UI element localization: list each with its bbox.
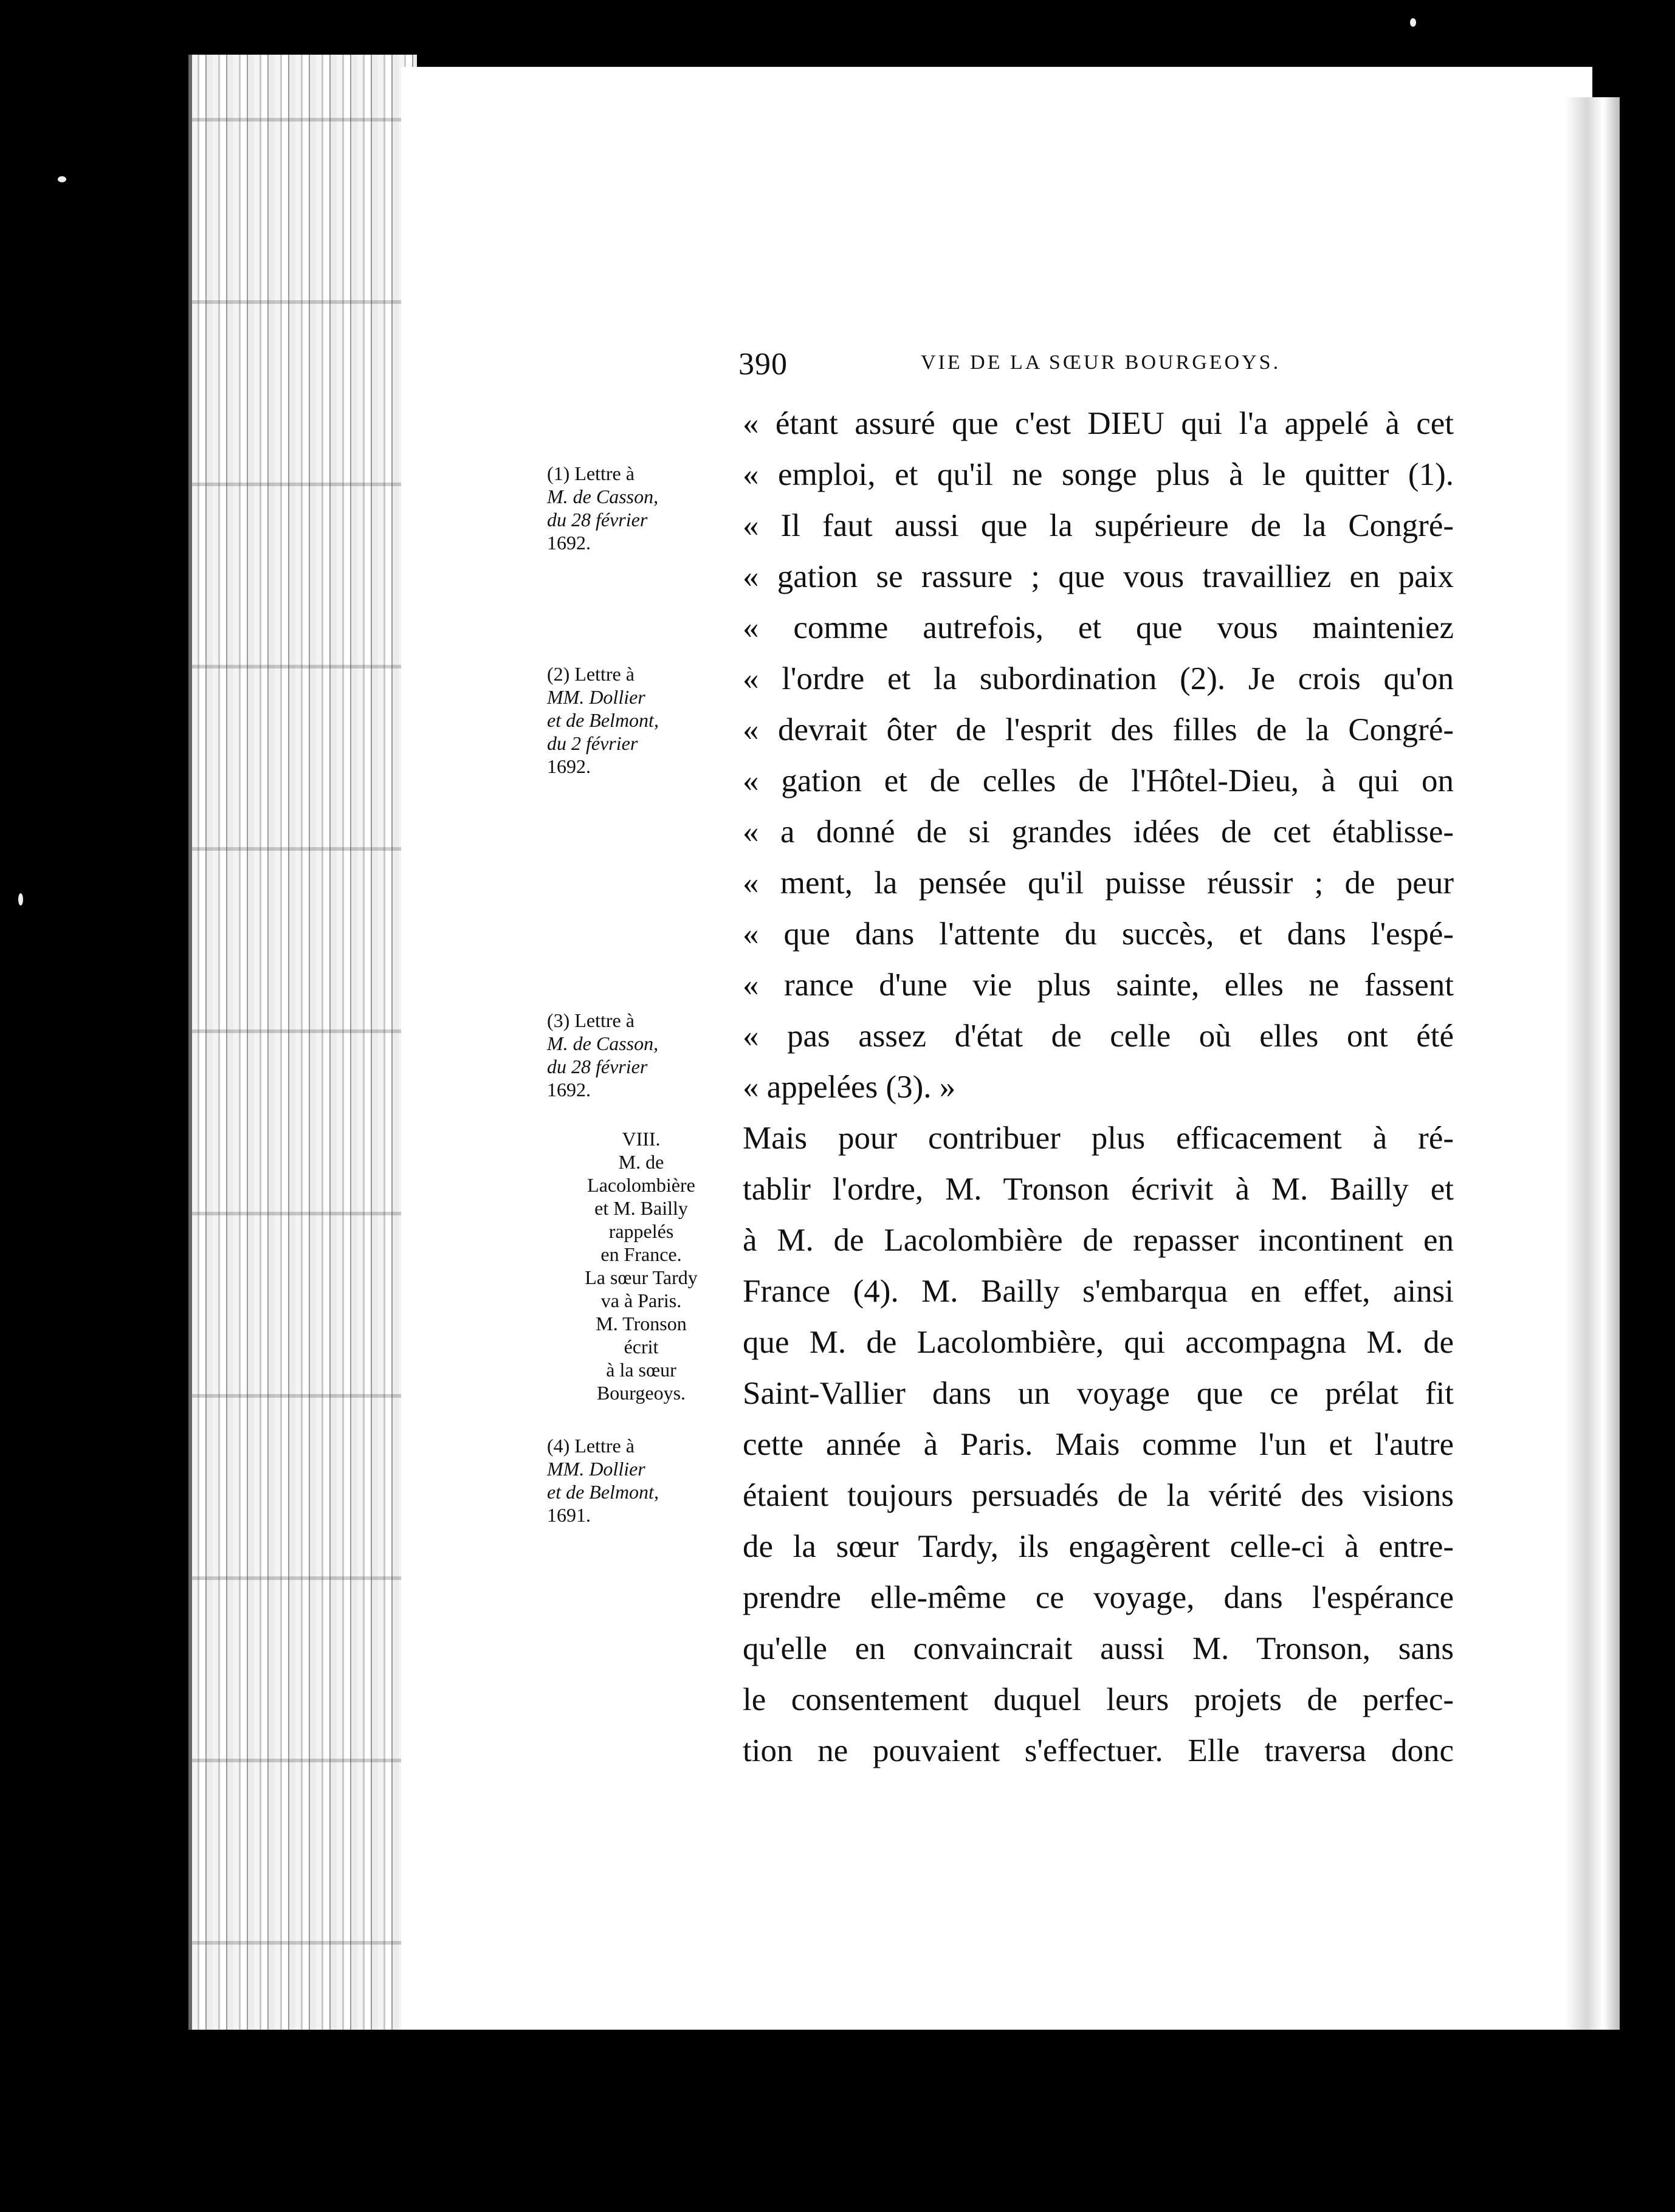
text-line: à M. de Lacolombière de repasser incontinent en (743, 1223, 1454, 1258)
text-line: cette année à Paris. Mais comme l'un et l'autre (743, 1427, 1454, 1462)
note-line: à la sœur (606, 1359, 676, 1381)
text-line: le consentement duquel leurs projets de perfec- (743, 1682, 1454, 1717)
text-line: « ment, la pensée qu'il puisse réussir ; de peur (743, 865, 1454, 901)
note-line: M. de Casson, (547, 486, 659, 507)
book-gutter (1565, 97, 1620, 2030)
text-line: Mais pour contribuer plus efficacement à ré- (743, 1121, 1454, 1156)
note-line: (4) Lettre à (547, 1435, 635, 1457)
text-line: « gation et de celles de l'Hôtel-Dieu, à qui on (743, 763, 1454, 799)
book-page-edges (188, 55, 417, 2030)
text-line: qu'elle en convaincrait aussi M. Tronson, sans (743, 1631, 1454, 1666)
scan-speck (1410, 18, 1416, 27)
note-line: MM. Dollier (547, 1458, 645, 1480)
note-line: et de Belmont, (547, 709, 659, 731)
note-line: MM. Dollier (547, 686, 645, 708)
note-line: 1692. (547, 1079, 591, 1101)
note-line: M. de (618, 1151, 664, 1173)
text-line: « emploi, et qu'il ne songe plus à le quitter (1). (743, 457, 1454, 492)
text-line: « a donné de si grandes idées de cet établisse- (743, 814, 1454, 850)
main-text (743, 398, 1454, 1776)
scan-speck (18, 893, 23, 905)
text-line: « que dans l'attente du succès, et dans l'espé- (743, 916, 1454, 952)
text-line: Saint-Vallier dans un voyage que ce prélat fit (743, 1376, 1454, 1411)
note-line: Bourgeoys. (596, 1382, 686, 1404)
margin-summary (547, 1127, 735, 1404)
text-line: France (4). M. Bailly s'embarqua en effet, ainsi (743, 1274, 1454, 1309)
margin-note-3 (547, 1009, 735, 1101)
note-line: du 28 février (547, 1056, 648, 1077)
text-line: « gation se rassure ; que vous travailliez en paix (743, 559, 1454, 594)
note-line: va à Paris. (600, 1290, 682, 1311)
text-line: tion ne pouvaient s'effectuer. Elle traversa donc (743, 1733, 1454, 1768)
scan-speck (58, 176, 66, 182)
text-line: que M. de Lacolombière, qui accompagna M. de (743, 1325, 1454, 1360)
note-line: 1691. (547, 1504, 591, 1526)
text-line: tablir l'ordre, M. Tronson écrivit à M. Bailly et (743, 1172, 1454, 1207)
note-line: rappelés (608, 1220, 674, 1242)
note-line: Lacolombière (587, 1174, 695, 1196)
note-line: du 28 février (547, 509, 648, 531)
margin-note-4 (547, 1434, 735, 1527)
text-line: « pas assez d'état de celle où elles ont été (743, 1018, 1454, 1054)
note-line: 1692. (547, 532, 591, 554)
note-line: écrit (624, 1336, 659, 1358)
text-line: « rance d'une vie plus sainte, elles ne fassent (743, 967, 1454, 1003)
text-line: « Il faut aussi que la supérieure de la Congré- (743, 508, 1454, 543)
note-line: M. Tronson (596, 1313, 687, 1334)
running-title: VIE DE LA SŒUR BOURGEOYS. (921, 351, 1281, 374)
page-number: 390 (738, 347, 788, 382)
text-line: de la sœur Tardy, ils engagèrent celle-ci à entre- (743, 1529, 1454, 1564)
note-line: en France. (600, 1243, 682, 1265)
text-line: « l'ordre et la subordination (2). Je crois qu'on (743, 661, 1454, 696)
note-line: du 2 février (547, 732, 638, 754)
margin-note-1 (547, 462, 735, 554)
text-line: « comme autrefois, et que vous mainteniez (743, 610, 1454, 645)
note-line: (2) Lettre à (547, 663, 635, 685)
text-line: « devrait ôter de l'esprit des filles de la Congré- (743, 712, 1454, 747)
text-line: prendre elle-même ce voyage, dans l'espérance (743, 1580, 1454, 1615)
note-line: VIII. (622, 1128, 661, 1150)
note-line: et M. Bailly (594, 1197, 688, 1219)
note-line: M. de Casson, (547, 1032, 659, 1054)
note-line: 1692. (547, 755, 591, 777)
note-line: (3) Lettre à (547, 1009, 635, 1031)
margin-note-2 (547, 662, 735, 778)
text-line: « appelées (3). » (743, 1070, 956, 1105)
running-head (738, 346, 1346, 383)
note-line: La sœur Tardy (585, 1266, 698, 1288)
text-line: « étant assuré que c'est DIEU qui l'a appelé à cet (743, 406, 1454, 441)
note-line: et de Belmont, (547, 1481, 659, 1503)
text-line: étaient toujours persuadés de la vérité des visions (743, 1478, 1454, 1513)
note-line: (1) Lettre à (547, 462, 635, 484)
